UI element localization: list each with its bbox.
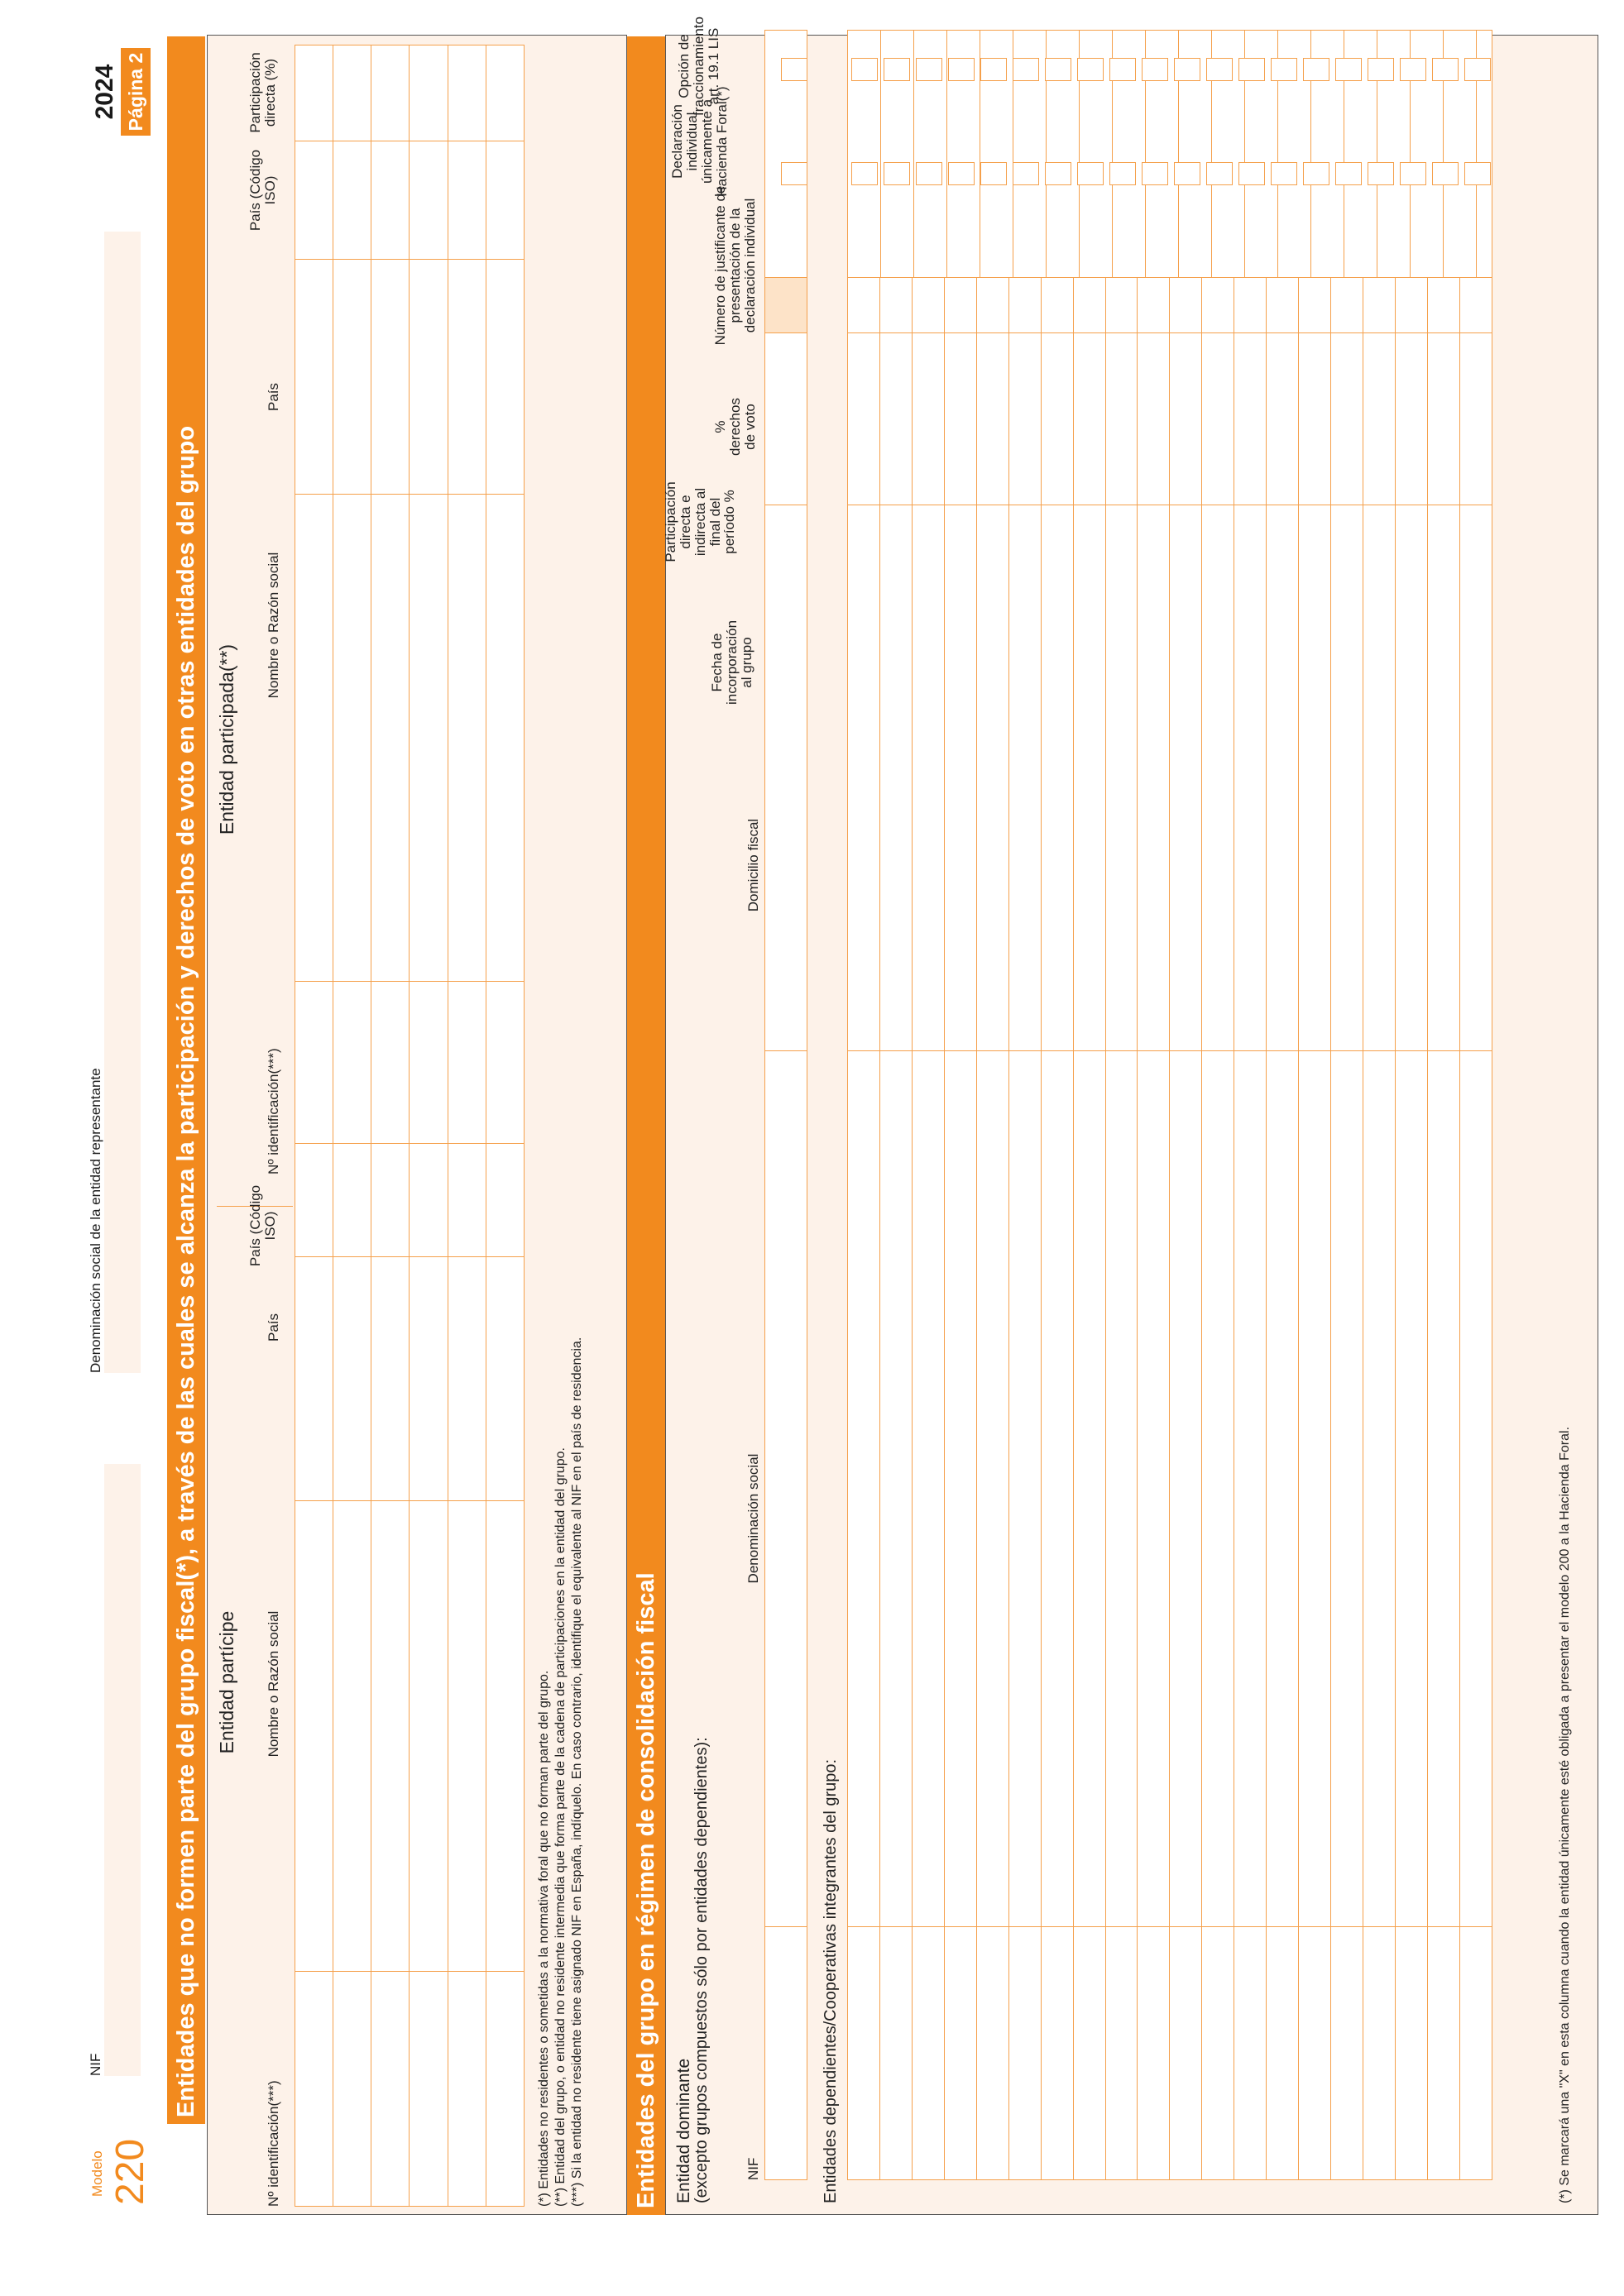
table-cell[interactable] <box>976 1927 1008 2180</box>
table-row <box>912 163 944 2180</box>
table-cell[interactable] <box>333 981 371 1143</box>
table-cell[interactable] <box>944 1927 976 2180</box>
table-cell[interactable] <box>912 505 944 1050</box>
table-row <box>486 45 524 2207</box>
section2-footnote: (*) Se marcará una "X" en esta columna cuando la entidad únicamente esté obligada a presentar el modelo 200 a la Hacienda Foral. <box>1558 1426 1572 2203</box>
table-cell[interactable] <box>371 45 410 141</box>
table-row <box>333 45 371 2207</box>
table-cell[interactable] <box>448 260 486 495</box>
table-cell[interactable] <box>1459 505 1492 1050</box>
table-cell[interactable] <box>1170 1050 1202 1927</box>
table-cell[interactable] <box>410 1144 448 1257</box>
table-cell[interactable] <box>448 1500 486 1971</box>
hacienda-foral-checkbox[interactable] <box>1142 162 1168 185</box>
table-row <box>1170 163 1202 2180</box>
table-cell[interactable] <box>410 141 448 259</box>
table-cell[interactable] <box>333 1971 371 2206</box>
col-s1-nombre2: Nombre o Razón social <box>266 552 281 699</box>
table-cell[interactable] <box>371 495 410 981</box>
table-cell[interactable] <box>976 332 1008 505</box>
table-row <box>976 163 1008 2180</box>
table-cell[interactable] <box>486 1257 524 1500</box>
fraccionamiento-checkbox[interactable] <box>1432 58 1459 81</box>
table-cell[interactable] <box>1267 332 1299 505</box>
table-cell[interactable] <box>1299 1927 1331 2180</box>
table-cell[interactable] <box>1427 1927 1459 2180</box>
table-cell[interactable] <box>1299 505 1331 1050</box>
table-cell[interactable] <box>295 1500 333 1971</box>
table-cell[interactable] <box>1105 505 1138 1050</box>
table-cell[interactable] <box>1234 332 1267 505</box>
table-cell[interactable] <box>448 1971 486 2206</box>
table-cell[interactable] <box>1008 332 1041 505</box>
hacienda-foral-checkbox[interactable] <box>1045 162 1071 185</box>
table-cell[interactable] <box>1267 1050 1299 1927</box>
modelo-label: Modelo <box>89 2150 105 2197</box>
table-cell[interactable] <box>1105 1050 1138 1927</box>
table-cell[interactable] <box>1395 332 1427 505</box>
table-cell[interactable] <box>486 141 524 259</box>
table-cell[interactable] <box>333 1144 371 1257</box>
fraccionamiento-checkbox[interactable] <box>1077 58 1104 81</box>
nif-label: NIF <box>88 2053 103 2076</box>
table-cell[interactable] <box>976 1050 1008 1927</box>
col-s1-participacion: Participación directa (%) <box>247 52 278 133</box>
table-cell[interactable] <box>1073 1927 1105 2180</box>
fraccionamiento-checkbox[interactable] <box>1335 58 1362 81</box>
table-cell[interactable] <box>1202 332 1234 505</box>
table-cell[interactable] <box>371 260 410 495</box>
fraccionamiento-checkbox[interactable] <box>1303 58 1329 81</box>
table-cell[interactable] <box>1138 332 1170 505</box>
table-cell[interactable] <box>295 1144 333 1257</box>
col-s2-hacienda: Declaración individual únicamente a Hacienda Foral(*) <box>669 86 730 197</box>
table-cell[interactable] <box>1041 332 1073 505</box>
table-cell[interactable] <box>1427 1050 1459 1927</box>
col-s1-iso: País (Código ISO) <box>247 1184 278 1267</box>
table-cell[interactable] <box>486 1971 524 2206</box>
hacienda-foral-checkbox[interactable] <box>1464 162 1491 185</box>
table-row <box>1267 163 1299 2180</box>
hacienda-foral-checkbox[interactable] <box>1335 162 1362 185</box>
table-cell[interactable] <box>410 1971 448 2206</box>
dominante-nif-cell[interactable] <box>765 1927 807 2180</box>
fraccionamiento-checkbox[interactable] <box>1271 58 1297 81</box>
table-cell[interactable] <box>410 45 448 141</box>
table-cell[interactable] <box>1041 1050 1073 1927</box>
table-cell[interactable] <box>371 1257 410 1500</box>
table-cell[interactable] <box>486 45 524 141</box>
col-s2-domicilio: Domicilio fiscal <box>745 818 761 912</box>
table-cell[interactable] <box>410 1500 448 1971</box>
table-cell[interactable] <box>912 1927 944 2180</box>
table-cell[interactable] <box>1234 1927 1267 2180</box>
table-cell[interactable] <box>944 332 976 505</box>
col-s2-participacion: Participación directa e indirecta al final del período % <box>663 481 738 562</box>
table-row <box>371 45 410 2207</box>
table-cell[interactable] <box>1041 505 1073 1050</box>
dominante-hacienda-checkbox[interactable] <box>781 162 807 185</box>
table-cell[interactable] <box>1267 1927 1299 2180</box>
dependientes-table <box>847 162 1492 2180</box>
table-cell[interactable] <box>1170 1927 1202 2180</box>
table-cell[interactable] <box>1202 1927 1234 2180</box>
hacienda-foral-checkbox[interactable] <box>1206 162 1233 185</box>
table-cell[interactable] <box>333 260 371 495</box>
table-row <box>1299 163 1331 2180</box>
col-s2-derechos: % derechos de voto <box>712 398 758 456</box>
hacienda-foral-checkbox[interactable] <box>980 162 1007 185</box>
fraccionamiento-checkbox[interactable] <box>1174 58 1200 81</box>
denominacion-field[interactable] <box>104 232 141 1373</box>
fraccionamiento-checkbox[interactable] <box>948 58 975 81</box>
section1-note-1: (*) Entidades no residentes o sometidas a la normativa foral que no forman parte del grupo. <box>537 1670 551 2207</box>
table-cell[interactable] <box>295 1971 333 2206</box>
table-cell[interactable] <box>912 332 944 505</box>
table-row <box>1008 163 1041 2180</box>
table-cell[interactable] <box>1395 505 1427 1050</box>
section1-table <box>295 45 525 2207</box>
section2-title: Entidades del grupo en régimen de consolidación fiscal <box>627 36 665 2215</box>
modelo-number: 220 <box>108 2138 152 2205</box>
hacienda-foral-checkbox[interactable] <box>1303 162 1329 185</box>
hacienda-foral-checkbox[interactable] <box>1432 162 1459 185</box>
dependientes-justificante-column[interactable] <box>847 30 1492 278</box>
fraccionamiento-checkbox[interactable] <box>1464 58 1491 81</box>
table-row <box>1202 163 1234 2180</box>
dominante-denominacion-cell[interactable] <box>765 1050 807 1927</box>
fraccionamiento-checkbox[interactable] <box>980 58 1007 81</box>
table-row <box>295 45 333 2207</box>
table-cell[interactable] <box>1105 332 1138 505</box>
table-cell[interactable] <box>1459 1927 1492 2180</box>
hacienda-foral-checkbox[interactable] <box>1400 162 1426 185</box>
table-cell[interactable] <box>295 981 333 1143</box>
table-cell[interactable] <box>944 505 976 1050</box>
table-cell[interactable] <box>1299 332 1331 505</box>
dependientes-label: Entidades dependientes/Cooperativas integrantes del grupo: <box>822 1758 840 2203</box>
fraccionamiento-checkbox[interactable] <box>1368 58 1394 81</box>
col-s1-pais2: País <box>266 382 281 412</box>
table-cell[interactable] <box>371 981 410 1143</box>
table-cell[interactable] <box>1267 505 1299 1050</box>
dominante-label: Entidad dominante <box>674 2058 693 2203</box>
table-cell[interactable] <box>1138 505 1170 1050</box>
participe-label: Entidad partícipe <box>216 1610 237 1754</box>
dominante-domicilio-cell[interactable] <box>765 505 807 1050</box>
table-cell[interactable] <box>410 1257 448 1500</box>
table-cell[interactable] <box>333 1257 371 1500</box>
col-s1-id2: Nº identificación(***) <box>266 1048 281 1174</box>
table-cell[interactable] <box>1363 1050 1396 1927</box>
table-row <box>848 163 880 2180</box>
table-row <box>1427 163 1459 2180</box>
table-cell[interactable] <box>486 981 524 1143</box>
table-cell[interactable] <box>1170 505 1202 1050</box>
table-cell[interactable] <box>448 495 486 981</box>
col-s1-iso2: País (Código ISO) <box>247 149 278 232</box>
table-row <box>1138 163 1170 2180</box>
table-cell[interactable] <box>295 1257 333 1500</box>
table-row <box>1331 163 1363 2180</box>
table-cell[interactable] <box>976 505 1008 1050</box>
hacienda-foral-checkbox[interactable] <box>1077 162 1104 185</box>
fraccionamiento-checkbox[interactable] <box>1045 58 1071 81</box>
table-cell[interactable] <box>1138 1050 1170 1927</box>
table-cell[interactable] <box>1008 1050 1041 1927</box>
table-row <box>944 163 976 2180</box>
dominante-fecha-cell[interactable] <box>765 332 807 505</box>
table-cell[interactable] <box>295 141 333 259</box>
hacienda-foral-checkbox[interactable] <box>1368 162 1394 185</box>
table-cell[interactable] <box>448 141 486 259</box>
table-cell[interactable] <box>486 1144 524 1257</box>
table-cell[interactable] <box>1331 1050 1363 1927</box>
table-row <box>1459 163 1492 2180</box>
col-s1-id: Nº identificación(***) <box>266 2080 281 2207</box>
table-cell[interactable] <box>295 45 333 141</box>
table-cell[interactable] <box>333 141 371 259</box>
table-cell[interactable] <box>371 1500 410 1971</box>
hacienda-foral-checkbox[interactable] <box>1238 162 1265 185</box>
col-s2-justificante: Número de justificante de presentación de la declaración individual <box>712 185 758 346</box>
table-cell[interactable] <box>410 260 448 495</box>
table-cell[interactable] <box>1363 332 1396 505</box>
table-cell[interactable] <box>1395 1927 1427 2180</box>
section1-note-2: (**) Entidad del grupo, o entidad no residente intermedia que forma parte de la cadena de participaciones en la entidad del grupo. <box>553 1447 568 2207</box>
page-badge: Página 2 <box>121 48 151 136</box>
col-s2-denominacion: Denominación social <box>745 1453 761 1584</box>
section1-note-3: (***) Si la entidad no residente tiene asignado NIF en España, indíquelo. En caso contrario, identifique el equivalente al NIF en el país de residencia. <box>570 1337 584 2207</box>
table-cell[interactable] <box>912 1050 944 1927</box>
table-row <box>1395 163 1427 2180</box>
table-cell[interactable] <box>1395 1050 1427 1927</box>
fraccionamiento-checkbox[interactable] <box>916 58 942 81</box>
table-cell[interactable] <box>1331 332 1363 505</box>
table-cell[interactable] <box>1427 505 1459 1050</box>
table-row <box>1041 163 1073 2180</box>
table-row <box>1105 163 1138 2180</box>
table-cell[interactable] <box>410 495 448 981</box>
participada-label: Entidad participada(**) <box>216 643 237 835</box>
col-s2-nif: NIF <box>745 2157 761 2180</box>
section1-title: Entidades que no formen parte del grupo fiscal(*), a través de las cuales se alcanza la participación y derechos de voto en otras entidades del grupo <box>167 36 205 2124</box>
table-cell[interactable] <box>1041 1927 1073 2180</box>
col-s1-nombre: Nombre o Razón social <box>266 1610 281 1758</box>
table-cell[interactable] <box>1234 505 1267 1050</box>
col-s2-fraccionamiento: Opción de fraccionamiento art. 19.1 LIS <box>676 17 721 117</box>
fraccionamiento-checkbox[interactable] <box>851 58 878 81</box>
table-cell[interactable] <box>1138 1927 1170 2180</box>
table-cell[interactable] <box>1299 1050 1331 1927</box>
table-row <box>410 45 448 2207</box>
table-cell[interactable] <box>371 1144 410 1257</box>
table-cell[interactable] <box>1170 332 1202 505</box>
fraccionamiento-checkbox[interactable] <box>1238 58 1265 81</box>
table-cell[interactable] <box>1331 505 1363 1050</box>
table-cell[interactable] <box>1459 1050 1492 1927</box>
table-cell[interactable] <box>1363 1927 1396 2180</box>
table-cell[interactable] <box>1459 332 1492 505</box>
hacienda-foral-checkbox[interactable] <box>1013 162 1039 185</box>
table-row <box>448 45 486 2207</box>
table-cell[interactable] <box>333 45 371 141</box>
table-cell[interactable] <box>295 495 333 981</box>
table-cell[interactable] <box>486 1500 524 1971</box>
hacienda-foral-checkbox[interactable] <box>851 162 878 185</box>
table-row <box>1073 163 1105 2180</box>
table-cell[interactable] <box>371 1971 410 2206</box>
table-cell[interactable] <box>879 332 912 505</box>
table-cell[interactable] <box>879 1927 912 2180</box>
table-cell[interactable] <box>1008 1927 1041 2180</box>
table-cell[interactable] <box>1073 1050 1105 1927</box>
hacienda-foral-checkbox[interactable] <box>1271 162 1297 185</box>
table-row <box>1234 163 1267 2180</box>
table-cell[interactable] <box>295 260 333 495</box>
table-cell[interactable] <box>1073 505 1105 1050</box>
dominante-row <box>764 162 807 2180</box>
table-cell[interactable] <box>448 981 486 1143</box>
fraccionamiento-checkbox[interactable] <box>884 58 910 81</box>
hacienda-foral-checkbox[interactable] <box>916 162 942 185</box>
year: 2024 <box>91 64 118 120</box>
table-cell[interactable] <box>1427 332 1459 505</box>
table-cell[interactable] <box>879 1050 912 1927</box>
table-cell[interactable] <box>410 981 448 1143</box>
dominante-sub: (excepto grupos compuestos sólo por entidades dependientes): <box>692 1737 711 2203</box>
col-s2-fecha: Fecha de incorporación al grupo <box>709 619 755 706</box>
denominacion-label: Denominación social de la entidad representante <box>88 1068 103 1373</box>
table-cell[interactable] <box>333 495 371 981</box>
hacienda-foral-checkbox[interactable] <box>884 162 910 185</box>
table-row <box>879 163 912 2180</box>
table-cell[interactable] <box>944 1050 976 1927</box>
table-cell[interactable] <box>333 1500 371 1971</box>
table-cell[interactable] <box>1073 332 1105 505</box>
table-cell[interactable] <box>879 505 912 1050</box>
hacienda-foral-checkbox[interactable] <box>1174 162 1200 185</box>
table-cell[interactable] <box>848 1050 880 1927</box>
table-cell[interactable] <box>486 495 524 981</box>
nif-field[interactable] <box>104 1464 141 2076</box>
table-cell[interactable] <box>448 1257 486 1500</box>
table-cell[interactable] <box>1234 1050 1267 1927</box>
dominante-fraccionamiento-checkbox[interactable] <box>781 58 807 81</box>
table-cell[interactable] <box>448 1144 486 1257</box>
table-cell[interactable] <box>1105 1927 1138 2180</box>
fraccionamiento-checkbox[interactable] <box>1400 58 1426 81</box>
table-cell[interactable] <box>1331 1927 1363 2180</box>
table-row <box>1363 163 1396 2180</box>
fraccionamiento-checkbox[interactable] <box>1109 58 1136 81</box>
table-cell[interactable] <box>848 1927 880 2180</box>
table-cell[interactable] <box>1202 505 1234 1050</box>
table-cell[interactable] <box>448 45 486 141</box>
hacienda-foral-checkbox[interactable] <box>1109 162 1136 185</box>
table-cell[interactable] <box>371 141 410 259</box>
table-cell[interactable] <box>486 260 524 495</box>
table-cell[interactable] <box>1363 505 1396 1050</box>
col-s1-pais: País <box>266 1313 281 1342</box>
table-cell[interactable] <box>1202 1050 1234 1927</box>
fraccionamiento-checkbox[interactable] <box>1206 58 1233 81</box>
hacienda-foral-checkbox[interactable] <box>948 162 975 185</box>
table-cell[interactable] <box>1008 505 1041 1050</box>
fraccionamiento-checkbox[interactable] <box>1013 58 1039 81</box>
table-cell[interactable] <box>848 332 880 505</box>
table-cell[interactable] <box>848 505 880 1050</box>
fraccionamiento-checkbox[interactable] <box>1142 58 1168 81</box>
